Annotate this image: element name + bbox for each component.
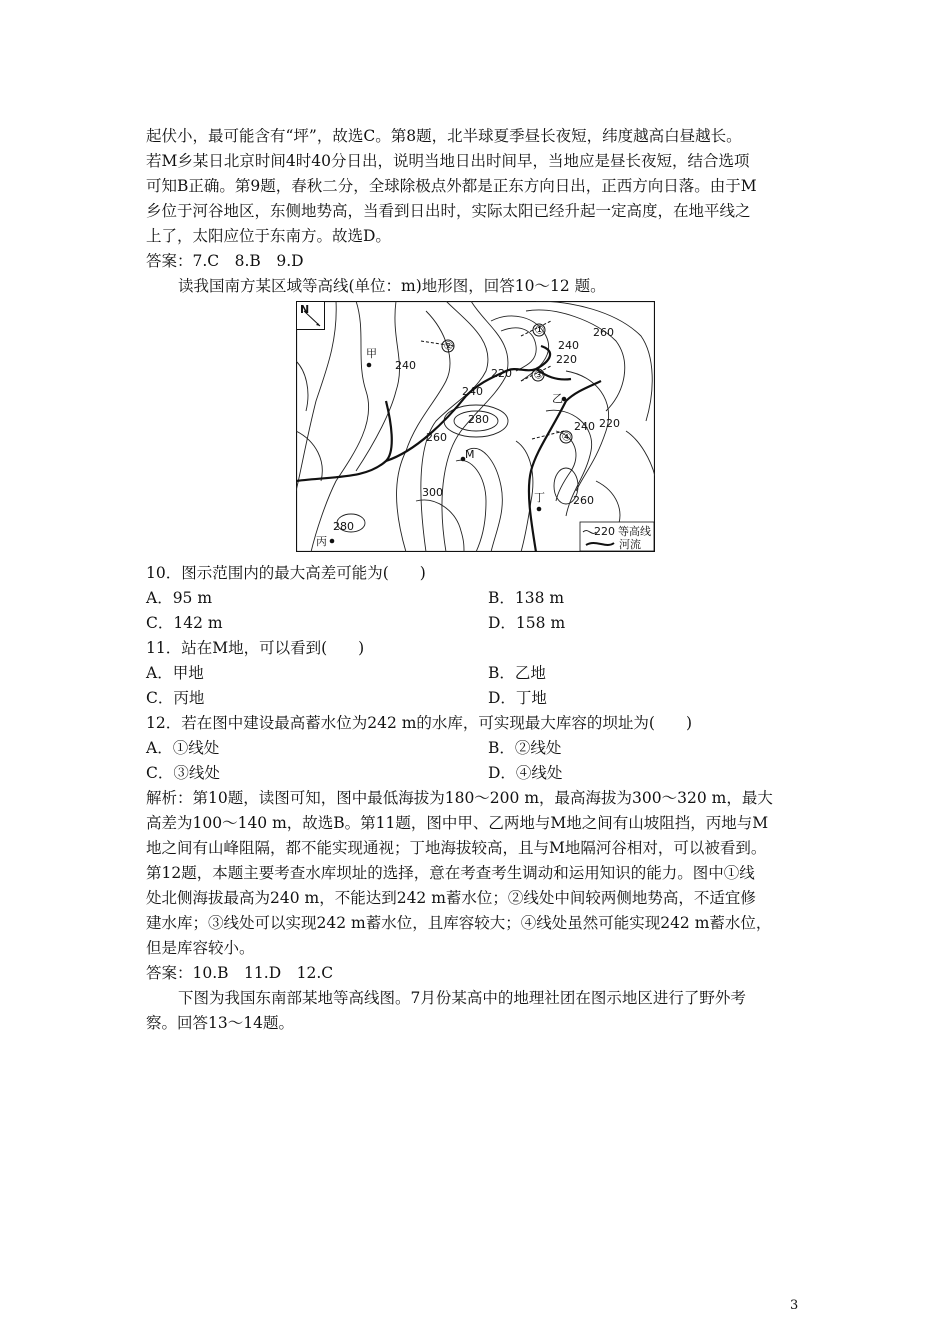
legend-contour-value: 220 (594, 525, 615, 538)
answer-line: 答案：7.C 8.B 9.D (146, 252, 304, 270)
option-d: D．④线处 (488, 764, 563, 782)
contour-label: 260 (573, 494, 594, 507)
option-d: D．丁地 (488, 689, 547, 707)
option-b: B．②线处 (488, 739, 562, 757)
line-mark-1: ① (534, 323, 545, 337)
option-c: C．142 m (146, 614, 223, 632)
option-c: C．丙地 (146, 689, 205, 707)
question-stem: 12．若在图中建设最高蓄水位为242 m的水库，可实现最大库容的坝址为( ) (146, 714, 693, 732)
option-a: A．95 m (146, 589, 213, 607)
intro-line: 察。回答13～14题。 (146, 1014, 294, 1032)
legend-contour-label: 等高线 (618, 525, 651, 538)
map-legend (580, 522, 654, 551)
analysis-line: 处北侧海拔最高为240 m，不能达到242 m蓄水位；②线处中间较两侧地势高，不适宜修 (146, 889, 756, 907)
contour-label: 280 (468, 413, 489, 426)
north-arrow-icon (297, 302, 325, 330)
contour-map (296, 301, 655, 552)
contour-label: 280 (333, 520, 354, 533)
page-number: 3 (790, 1298, 799, 1313)
text-line: 上了，太阳应位于东南方。故选D。 (146, 227, 391, 245)
analysis-line: 解析：第10题，读图可知，图中最低海拔为180～200 m，最高海拔为300～320 m，最大 (146, 789, 773, 807)
option-b: B．138 m (488, 589, 565, 607)
contour-label: 260 (426, 431, 447, 444)
contour-label: 240 (462, 385, 483, 398)
line-mark-2: ② (443, 339, 454, 353)
text-line: 若M乡某日北京时间4时40分日出，说明当地日出时间早，当地应是昼长夜短，结合选项 (146, 152, 750, 170)
line-mark-4: ④ (561, 430, 572, 444)
contour-label: 260 (593, 326, 614, 339)
analysis-line: 高差为100～140 m，故选B。第11题，图中甲、乙两地与M地之间有山坡阻挡，丙地与M (146, 814, 769, 832)
legend-river-label: 河流 (619, 538, 641, 551)
text-line: 可知B正确。第9题，春秋二分，全球除极点外都是正东方向日出，正西方向日落。由于M (146, 177, 757, 195)
contour-label: 220 (556, 353, 577, 366)
line-mark-3: ③ (533, 368, 544, 382)
question-stem: 10．图示范围内的最大高差可能为( ) (146, 564, 426, 582)
question-stem: 11．站在M地，可以看到( ) (146, 639, 365, 657)
contour-label: 240 (574, 420, 595, 433)
place-m: M (465, 448, 475, 461)
text-line: 起伏小，最可能含有“坪”，故选C。第8题，北半球夏季昼长夜短，纬度越高白昼越长。 (146, 127, 742, 145)
option-d: D．158 m (488, 614, 566, 632)
place-yi: 乙 (552, 392, 563, 405)
place-jia: 甲 (366, 347, 377, 360)
place-bing: 丙 (316, 535, 327, 548)
intro-line: 读我国南方某区域等高线(单位：m)地形图，回答10～12 题。 (178, 277, 606, 295)
north-label: N (300, 303, 310, 316)
contour-label: 220 (599, 417, 620, 430)
contour-label: 240 (395, 359, 416, 372)
option-b: B．乙地 (488, 664, 546, 682)
contour-label: 220 (491, 367, 512, 380)
option-a: A．①线处 (146, 739, 220, 757)
place-ding: 丁 (534, 491, 545, 504)
analysis-line: 第12题，本题主要考查水库坝址的选择，意在考查考生调动和运用知识的能力。图中①线 (146, 864, 755, 882)
analysis-line: 建水库；③线处可以实现242 m蓄水位，且库容较大；④线处虽然可能实现242 m蓄水位， (146, 914, 772, 932)
option-a: A．甲地 (146, 664, 204, 682)
contour-label: 300 (422, 486, 443, 499)
option-c: C．③线处 (146, 764, 220, 782)
analysis-line: 但是库容较小。 (146, 939, 255, 957)
contour-label: 240 (558, 339, 579, 352)
answer-line: 答案：10.B 11.D 12.C (146, 964, 334, 982)
intro-line: 下图为我国东南部某地等高线图。7月份某高中的地理社团在图示地区进行了野外考 (178, 989, 746, 1007)
text-line: 乡位于河谷地区，东侧地势高，当看到日出时，实际太阳已经升起一定高度，在地平线之 (146, 202, 751, 220)
analysis-line: 地之间有山峰阻隔，都不能实现通视；丁地海拔较高，且与M地隔河谷相对，可以被看到。 (146, 839, 767, 857)
